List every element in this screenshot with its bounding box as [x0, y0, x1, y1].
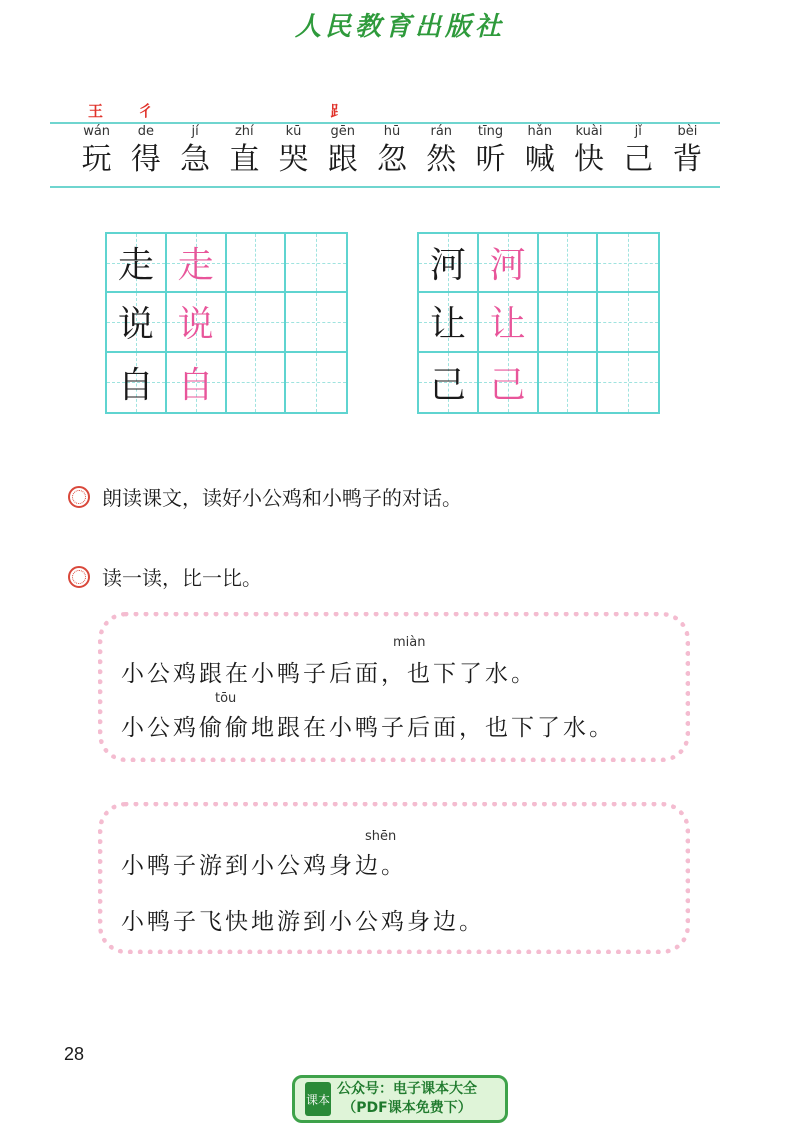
pinyin: zhí: [234, 124, 254, 139]
model-character: 走: [117, 245, 154, 287]
grid-cell: [598, 234, 658, 293]
seal-icon: [68, 566, 90, 588]
pinyin: rán: [430, 124, 453, 139]
grid-cell: [419, 234, 479, 293]
character-item: [269, 122, 318, 180]
pinyin-annotation: tōu: [215, 691, 237, 706]
hanzi: 快: [573, 142, 604, 177]
hanzi: 得: [130, 142, 161, 177]
hanzi: 听: [475, 142, 506, 177]
character-item: [614, 122, 663, 180]
hanzi: 忽: [377, 142, 408, 177]
watermark-banner: [292, 1075, 508, 1123]
radical-mark: ⻊: [330, 102, 346, 120]
sentence: 小鸭子飞快地游到小公鸡身边。: [121, 909, 485, 935]
trace-character: 走: [177, 245, 214, 287]
grid-cell: [107, 353, 167, 412]
pinyin: jí: [191, 124, 199, 139]
model-character: 让: [429, 304, 466, 346]
grid-cell: [167, 234, 227, 293]
pinyin-annotation: shēn: [365, 829, 397, 844]
character-item: [515, 122, 564, 180]
bottom-rule: [50, 186, 720, 188]
model-character: 说: [117, 304, 154, 346]
banner-line: 公众号：电子课本大全: [337, 1081, 477, 1097]
character-item: [170, 122, 219, 180]
new-characters-row: [72, 122, 712, 180]
compare-box: [98, 612, 690, 762]
radical-mark: 彳: [138, 102, 154, 120]
grid-cell: [479, 353, 539, 412]
model-character: 己: [429, 364, 466, 406]
grid-cell: [598, 293, 658, 352]
grid-cell: [227, 353, 287, 412]
grid-cell: [419, 293, 479, 352]
grid-cell: [167, 293, 227, 352]
grid-cell: [479, 293, 539, 352]
hanzi: 背: [672, 142, 703, 177]
grid-cell: [286, 234, 346, 293]
grid-cell: [539, 234, 599, 293]
pinyin: jǐ: [634, 124, 642, 139]
publisher-logo: 人民教育出版社: [294, 12, 505, 42]
character-item: [367, 122, 416, 180]
banner-text: [337, 1080, 477, 1118]
model-character: 自: [117, 364, 154, 406]
pinyin: kū: [285, 124, 302, 139]
character-item: [220, 122, 269, 180]
pinyin: hū: [383, 124, 401, 139]
pinyin-annotation: miàn: [393, 635, 426, 650]
task-text: 读一读，比一比。: [102, 566, 262, 590]
grid-cell: [167, 353, 227, 412]
banner-line: （PDF课本免费下）: [342, 1100, 472, 1116]
trace-character: 说: [177, 304, 214, 346]
grid-cell: [539, 293, 599, 352]
grid-cell: [227, 293, 287, 352]
task-compare: [68, 562, 262, 591]
hanzi: 然: [426, 142, 457, 177]
pinyin: bèi: [677, 124, 698, 139]
grid-cell: [227, 234, 287, 293]
hanzi: 急: [180, 142, 211, 177]
pinyin: tīng: [477, 124, 504, 139]
writing-grid: [105, 232, 348, 414]
pinyin: wán: [83, 124, 111, 139]
character-item: [564, 122, 613, 180]
hanzi: 玩: [81, 142, 112, 177]
trace-character: 己: [489, 364, 526, 406]
page-number: 28: [64, 1044, 85, 1064]
character-item: [417, 122, 466, 180]
radical-mark: 王: [88, 102, 104, 120]
task-read-aloud: [68, 482, 462, 511]
hanzi: 己: [623, 142, 654, 177]
grid-cell: [107, 293, 167, 352]
grid-cell: [539, 353, 599, 412]
compare-box: [98, 802, 690, 954]
sentence: 小公鸡偷偷地跟在小鸭子后面，也下了水。: [121, 715, 615, 741]
grid-cell: [286, 353, 346, 412]
character-item: [663, 122, 712, 180]
grid-cell: [107, 234, 167, 293]
trace-character: 自: [177, 364, 214, 406]
pinyin: hǎn: [527, 124, 552, 139]
hanzi: 哭: [278, 142, 309, 177]
book-icon: 课本: [305, 1082, 331, 1116]
hanzi: 跟: [327, 142, 358, 177]
grid-cell: [419, 353, 479, 412]
pinyin: de: [137, 124, 154, 139]
task-text: 朗读课文，读好小公鸡和小鸭子的对话。: [102, 486, 462, 510]
hanzi: 直: [229, 142, 260, 177]
sentence: 小鸭子游到小公鸡身边。: [121, 853, 407, 879]
pinyin: kuài: [575, 124, 603, 139]
character-item: [318, 122, 367, 180]
character-item: [466, 122, 515, 180]
character-item: [72, 122, 121, 180]
hanzi: 喊: [524, 142, 555, 177]
trace-character: 让: [489, 304, 526, 346]
pinyin: gēn: [330, 124, 356, 139]
trace-character: 河: [489, 245, 526, 287]
grid-cell: [598, 353, 658, 412]
model-character: 河: [429, 245, 466, 287]
grid-cell: [479, 234, 539, 293]
writing-grid: [417, 232, 660, 414]
sentence: 小公鸡跟在小鸭子后面，也下了水。: [121, 661, 537, 687]
grid-cell: [286, 293, 346, 352]
seal-icon: [68, 486, 90, 508]
character-item: [121, 122, 170, 180]
